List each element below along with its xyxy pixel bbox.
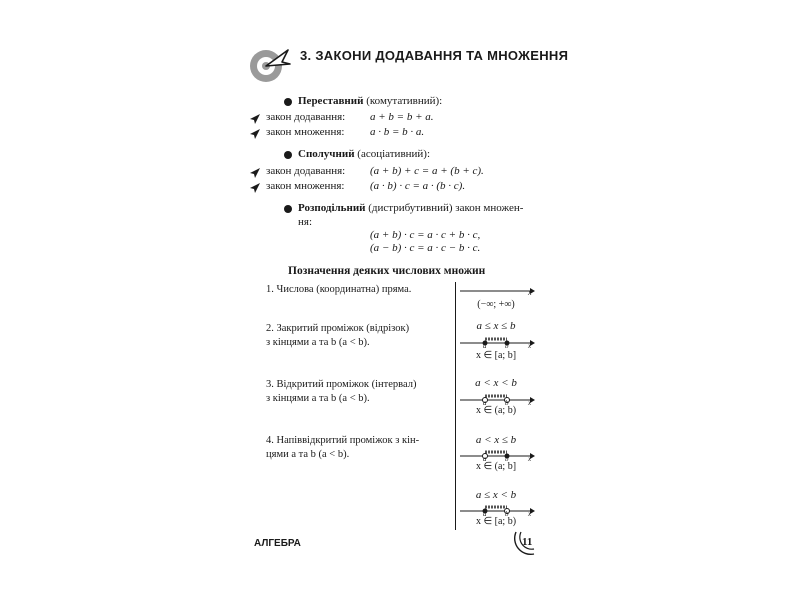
footer-subject: АЛГЕБРА (254, 538, 301, 549)
interval-notation: x ∈ (a; b] (475, 461, 517, 472)
table-row-text: з кінцями a та b (a < b). (266, 393, 370, 404)
endpoint-b: b (505, 455, 509, 463)
endpoint-a: a (483, 455, 487, 463)
interval-notation: x ∈ [a; b] (475, 350, 517, 361)
table-row-text: 2. Закритий проміжок (відрізок) (266, 323, 410, 334)
endpoint-a: a (483, 510, 487, 518)
axis-label: x (528, 342, 532, 350)
law-formula: a · b = b · a. (370, 126, 425, 138)
axis-label: x (528, 455, 532, 463)
inequality: a < x < b (475, 377, 517, 389)
law-label: закон множення: (266, 126, 345, 138)
law-name: Розподільний (298, 202, 366, 214)
pointer-arrow-icon (249, 127, 261, 145)
table-row-text: 4. Напіввідкритий проміжок з кін- (266, 435, 420, 446)
axis-label: x (528, 510, 532, 518)
law-heading (298, 148, 430, 160)
law-note-cont: ня: (298, 216, 313, 228)
law-label: закон додавання: (266, 165, 346, 177)
law-label: закон додавання: (266, 111, 346, 123)
inequality: a ≤ x ≤ b (476, 320, 516, 332)
table-row-text: 1. Числова (координатна) пряма. (266, 284, 412, 295)
law-formula: (a + b) + c = a + (b + c). (370, 165, 484, 177)
law-name: Переставний (298, 95, 364, 107)
law-note: (дистрибутивний) закон множен- (368, 202, 524, 214)
endpoint-b: b (505, 510, 509, 518)
pointer-arrow-icon (249, 181, 261, 199)
law-note: (комутативний): (366, 95, 443, 107)
table-row-text: з кінцями a та b (a < b). (266, 337, 370, 348)
bullet-icon (284, 205, 292, 213)
bullet-icon (284, 151, 292, 159)
axis-label: x (528, 399, 532, 407)
section-target-icon (248, 46, 292, 84)
endpoint-a: a (483, 399, 487, 407)
bullet-icon (284, 98, 292, 106)
interval-notation: (−∞; +∞) (477, 299, 515, 310)
table-title: Позначення деяких числових множин (288, 265, 486, 277)
law-name: Сполучний (298, 148, 355, 160)
law-heading (298, 95, 442, 107)
endpoint-b: b (505, 342, 509, 350)
axis-label: x (528, 288, 532, 297)
law-formula: a + b = b + a. (370, 111, 434, 123)
page-number: 11 (522, 536, 533, 548)
law-formula: (a − b) · c = a · c − b · c. (370, 242, 481, 254)
law-heading (298, 202, 523, 214)
inequality: a ≤ x < b (475, 489, 517, 501)
law-label: закон множення: (266, 180, 345, 192)
law-formula: (a + b) · c = a · c + b · c, (370, 229, 481, 241)
interval-notation: x ∈ [a; b) (475, 516, 517, 527)
table-row-text: цями a та b (a < b). (266, 449, 350, 460)
endpoint-b: b (505, 399, 509, 407)
endpoint-a: a (483, 342, 487, 350)
law-note: (асоціативний): (357, 148, 431, 160)
section-title: 3. ЗАКОНИ ДОДАВАННЯ ТА МНОЖЕННЯ (300, 48, 569, 63)
law-formula: (a · b) · c = a · (b · c). (370, 180, 466, 192)
interval-notation: x ∈ (a; b) (475, 405, 517, 416)
table-row-text: 3. Відкритий проміжок (інтервал) (266, 379, 417, 390)
inequality: a < x ≤ b (475, 434, 517, 446)
